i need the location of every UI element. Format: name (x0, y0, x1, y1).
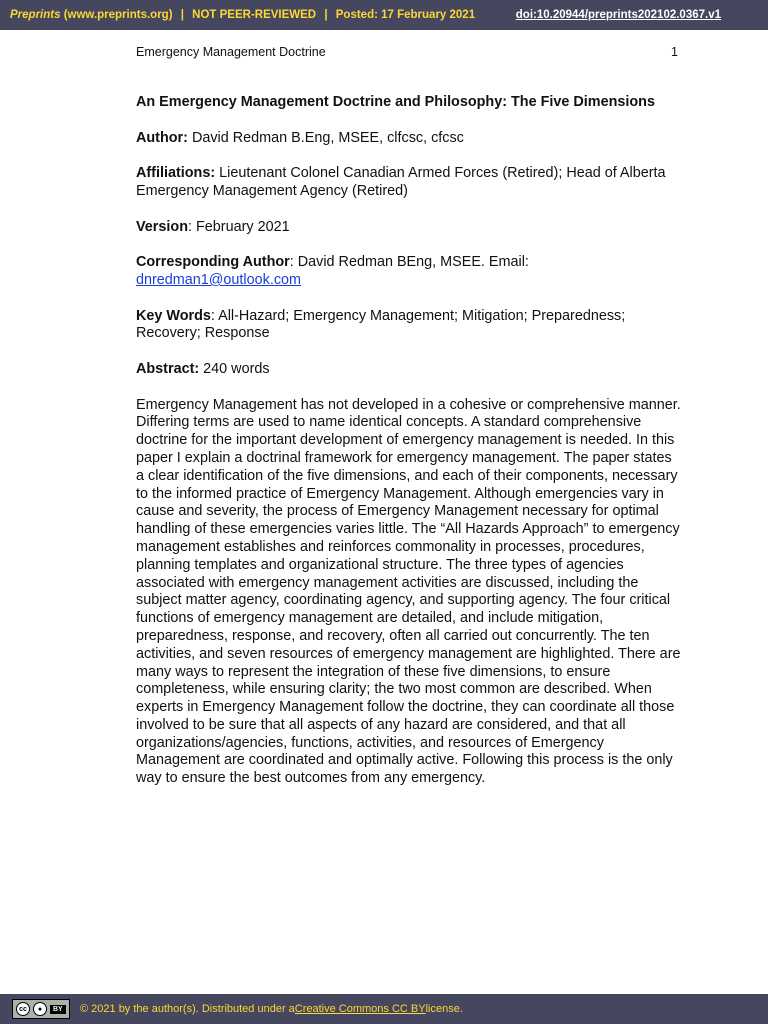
corresponding-author-value: : David Redman BEng, MSEE. Email: (289, 254, 529, 271)
keywords-value: : All-Hazard; Emergency Management; Mitigation; Preparedness; Recovery; Response (136, 307, 626, 342)
person-icon: ● (33, 1002, 47, 1016)
keywords-label: Key Words (136, 307, 211, 324)
running-title: Emergency Management Doctrine (136, 45, 326, 59)
abstract-text: Emergency Management has not developed in a cohesive or comprehensive manner. Differing terms are used to name identical concepts. A standard comprehensive doctrine for the important development of emergency management is needed. In this paper I explain a doctrinal framework for emergency management. The paper states a clear identification of the five dimensions, and each of their components, necessary to the informed practice of Emergency Management. Although emergencies vary in cause and severity, the process of Emergency Management necessary for optimal handling of these emergencies varies little. The “All Hazards Approach” to emergency management establishes and reinforces commonality in processes, procedures, planning templates and organizational structure. The three types of agencies associated with emergency management activities are discussed, including the subject matter agency, coordinating agency, and supporting agency. The four critical functions of emergency management are detailed, and include mitigation, preparedness, response, and recovery, often all carried out concurrently. The ten activities, and seven resources of emergency management are highlighted. There are many ways to represent the integration of these five dimensions, to ensure completeness, while ensuring clarity; the two most common are described. When experts in Emergency Management follow the doctrine, they can coordinate all those involved to be sure that all aspects of any hazard are considered, and that all organizations/agencies, functions, activities, and resources of Emergency Management are coordinated and optimally active. Following this process is the only way to ensure the best outcomes from any emergency. (136, 396, 681, 787)
abstract-label: Abstract: (136, 360, 200, 377)
review-status: NOT PEER-REVIEWED (192, 9, 317, 21)
affiliations-label: Affiliations: (136, 165, 216, 182)
doi-link[interactable]: doi:10.20944/preprints202102.0367.v1 (515, 9, 721, 21)
version-label: Version (136, 218, 188, 235)
abstract-word-count: 240 words (199, 360, 270, 377)
site-url[interactable]: (www.preprints.org) (63, 9, 173, 21)
affiliations-line (136, 165, 681, 201)
version-value: : February 2021 (188, 218, 290, 235)
paper-body (136, 94, 681, 806)
page-number: 1 (671, 45, 678, 59)
email-link[interactable]: dnredman1@outlook.com (136, 271, 302, 288)
license-suffix: license. (425, 1003, 463, 1015)
author-line (136, 130, 681, 148)
license-footer (0, 994, 768, 1024)
banner-separator: | (180, 9, 184, 21)
abstract-heading (136, 361, 681, 379)
running-head (136, 45, 678, 59)
banner-left (10, 9, 516, 21)
version-line (136, 219, 681, 237)
corresponding-author-line (136, 254, 681, 290)
posted-date: Posted: 17 February 2021 (335, 9, 476, 21)
by-label: BY (50, 1005, 66, 1014)
paper-title: An Emergency Management Doctrine and Philosophy: The Five Dimensions (136, 94, 655, 110)
author-value: David Redman B.Eng, MSEE, clfcsc, cfcsc (187, 129, 464, 146)
affiliations-value: Lieutenant Colonel Canadian Armed Forces (Retired); Head of Alberta Emergency Management Agency (Retired) (136, 165, 666, 199)
corresponding-author-label: Corresponding Author (136, 254, 290, 271)
license-link[interactable]: Creative Commons CC BY (294, 1003, 426, 1015)
author-label: Author: (136, 129, 188, 146)
preprint-banner (0, 0, 768, 30)
cc-icon: cc (16, 1002, 30, 1016)
copyright-text: © 2021 by the author(s). Distributed under a (80, 1003, 295, 1015)
cc-by-badge[interactable] (12, 999, 70, 1019)
site-name: Preprints (10, 9, 61, 21)
keywords-line (136, 308, 681, 344)
banner-separator: | (324, 9, 328, 21)
